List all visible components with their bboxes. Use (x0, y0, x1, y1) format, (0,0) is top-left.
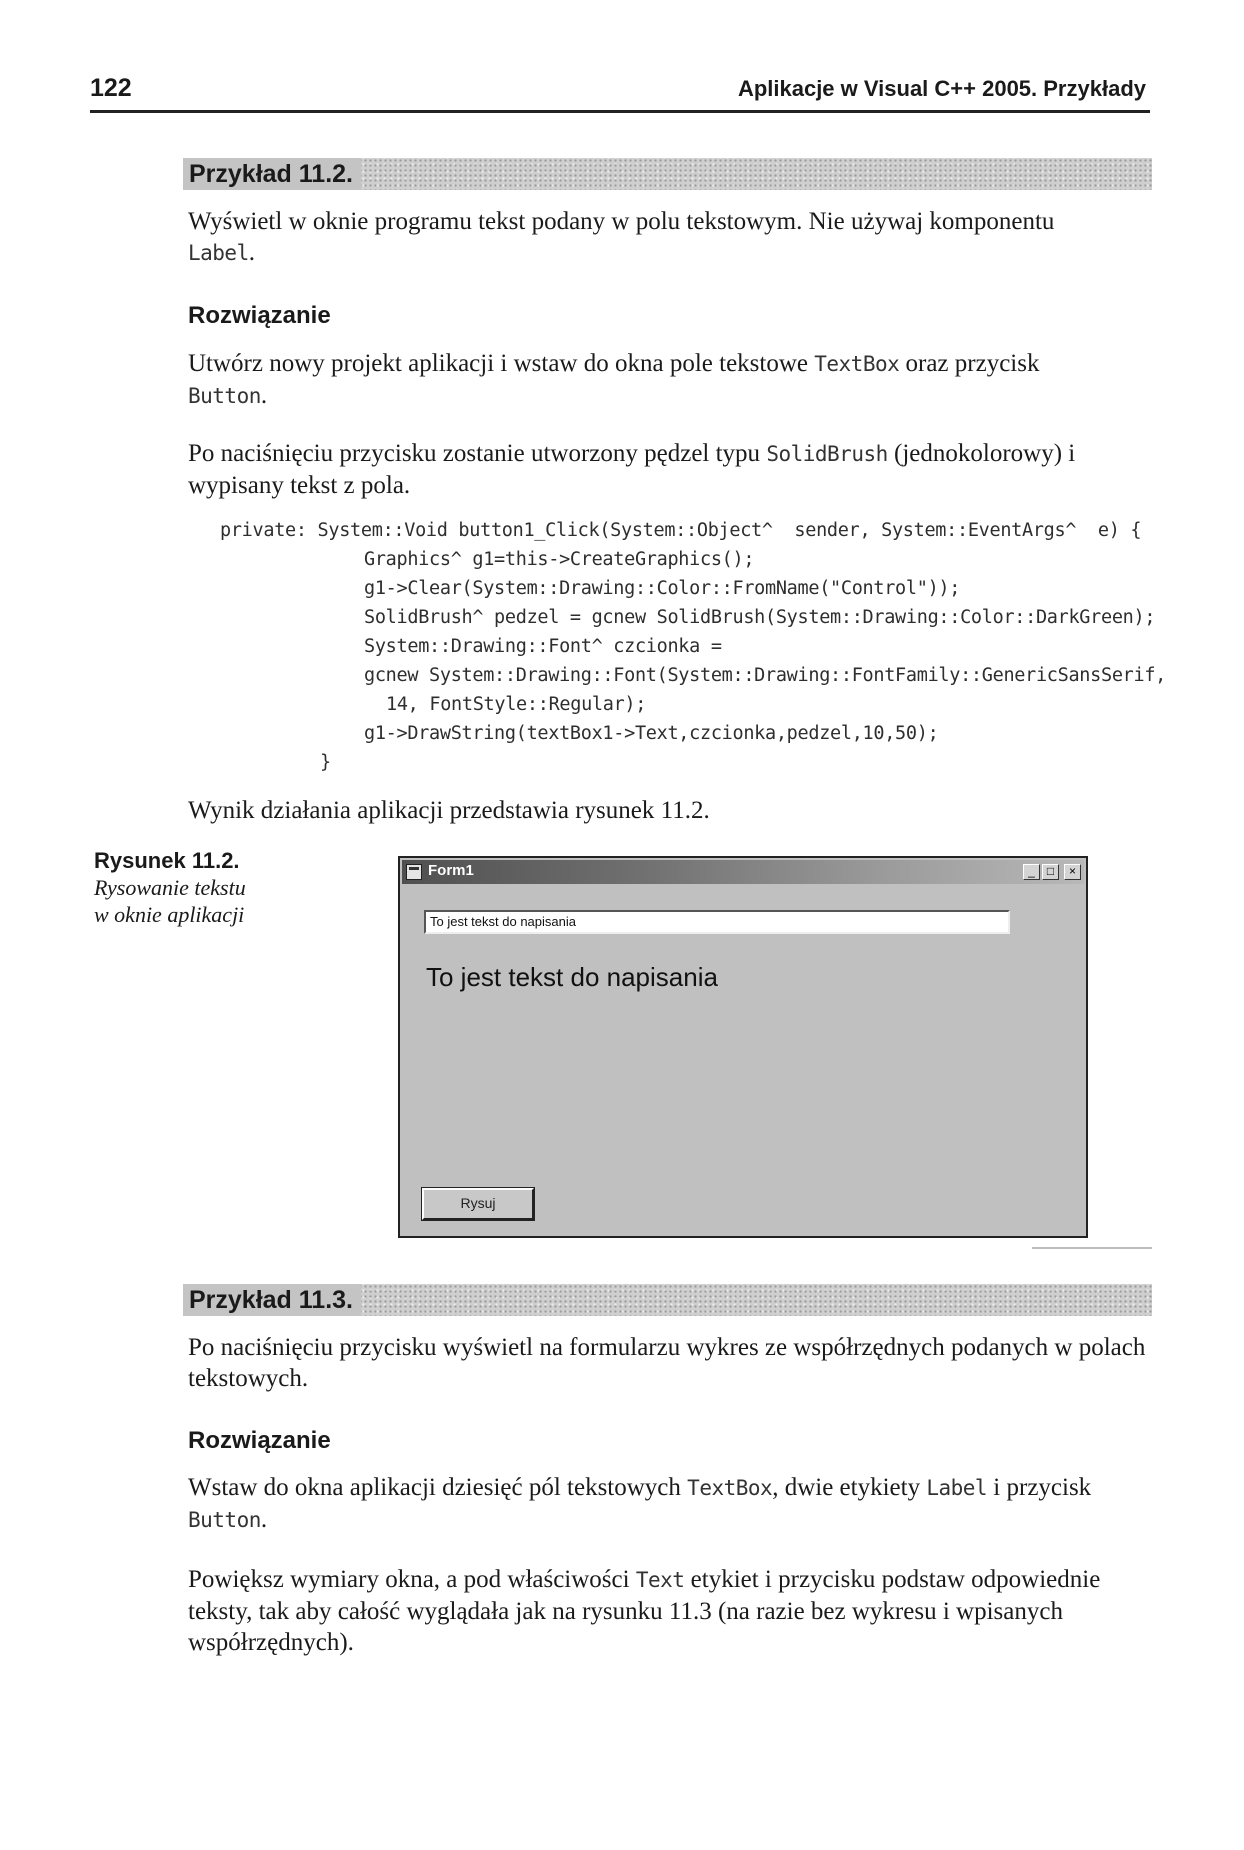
solution-heading: Rozwiązanie (188, 302, 331, 329)
code-line: } (320, 752, 331, 773)
figure-caption-line: Rysowanie tekstu (94, 875, 246, 900)
drawn-text: To jest tekst do napisania (426, 962, 718, 992)
inline-code: Label (188, 241, 249, 265)
text: Powiększ wymiary okna, a pod właściwości (188, 1566, 630, 1593)
inline-code: Text (635, 1568, 685, 1592)
inline-code: SolidBrush (766, 442, 888, 466)
page-number: 122 (90, 74, 132, 102)
inline-code: Button (188, 1508, 261, 1532)
task-text: Wyświetl w oknie programu tekst podany w polu tekstowym. Nie używaj komponentu (188, 208, 1055, 235)
figure-number: Rysunek 11.2. (94, 848, 240, 873)
text: Po naciśnięciu przycisku zostanie utworzony pędzel typu (188, 440, 761, 467)
running-title: Aplikacje w Visual C++ 2005. Przykłady (737, 76, 1146, 101)
code-line: private: System::Void button1_Click(System::Object^ sender, System::EventArgs^ e) { (220, 520, 1142, 541)
inline-code: Label (926, 1476, 988, 1500)
code-line: g1->DrawString(textBox1->Text,czcionka,pedzel,10,50); (364, 723, 939, 744)
code-line: SolidBrush^ pedzel = gcnew SolidBrush(System::Drawing::Color::DarkGreen); (364, 607, 1156, 628)
example-title: Przykład 11.3. (183, 1284, 361, 1316)
solution-paragraph-1 (188, 348, 1148, 412)
example-heading-bar (183, 158, 1152, 190)
window-app-icon[interactable] (406, 864, 422, 880)
maximize-button[interactable]: □ (1042, 864, 1059, 880)
solution-paragraph-2 (188, 438, 1148, 501)
punctuation: . (248, 239, 255, 266)
draw-button[interactable]: Rysuj (422, 1188, 534, 1220)
result-paragraph: Wynik działania aplikacji przedstawia rysunek 11.2. (188, 797, 710, 824)
solution-paragraph-2 (188, 1564, 1148, 1658)
inline-code: Button (188, 384, 261, 408)
code-line: gcnew System::Drawing::Font(System::Drawing::FontFamily::GenericSansSerif, (364, 665, 1167, 686)
text: (jednokolorowy) i wypisany tekst z pola. (188, 440, 1076, 499)
solution-paragraph-1 (188, 1472, 1148, 1536)
code-line: g1->Clear(System::Drawing::Color::FromName("Control")); (364, 578, 961, 599)
punctuation: . (260, 382, 268, 409)
text: Wstaw do okna aplikacji dziesięć pól tekstowych (188, 1474, 681, 1501)
text-input[interactable]: To jest tekst do napisania (424, 910, 1010, 934)
task-paragraph (188, 206, 1148, 269)
page-header (90, 72, 1150, 113)
minimize-button[interactable]: _ (1023, 864, 1040, 880)
inline-code: TextBox (814, 352, 900, 376)
window-title-bar[interactable] (402, 860, 1084, 884)
divider (1032, 1247, 1152, 1249)
example-heading-bar (183, 1284, 1152, 1316)
text: Utwórz nowy projekt aplikacji i wstaw do okna pole tekstowe (188, 350, 808, 377)
close-button[interactable]: × (1064, 864, 1081, 880)
text: etykiet i przycisku podstaw odpowiednie teksty, tak aby całość wyglądała jak na rysunku 11.3 (na razie bez wykresu i wpisanych współrzędnych). (188, 1566, 1101, 1656)
task-paragraph: Po naciśnięciu przycisku wyświetl na formularzu wykres ze współrzędnych podanych w polach tekstowych. (188, 1334, 1146, 1392)
text: i przycisk (993, 1474, 1092, 1501)
text: oraz przycisk (905, 350, 1040, 377)
code-line: Graphics^ g1=this->CreateGraphics(); (364, 549, 755, 570)
code-line: System::Drawing::Font^ czcionka = (364, 636, 722, 657)
example-title: Przykład 11.2. (183, 158, 361, 190)
figure-label (94, 848, 274, 928)
window-title: Form1 (428, 862, 474, 879)
code-line: 14, FontStyle::Regular); (386, 694, 647, 715)
solution-heading: Rozwiązanie (188, 1427, 331, 1454)
figure-caption-line: w oknie aplikacji (94, 902, 245, 927)
inline-code: TextBox (687, 1476, 773, 1500)
punctuation: . (260, 1506, 268, 1533)
text: , dwie etykiety (772, 1474, 921, 1501)
app-window (398, 856, 1088, 1238)
